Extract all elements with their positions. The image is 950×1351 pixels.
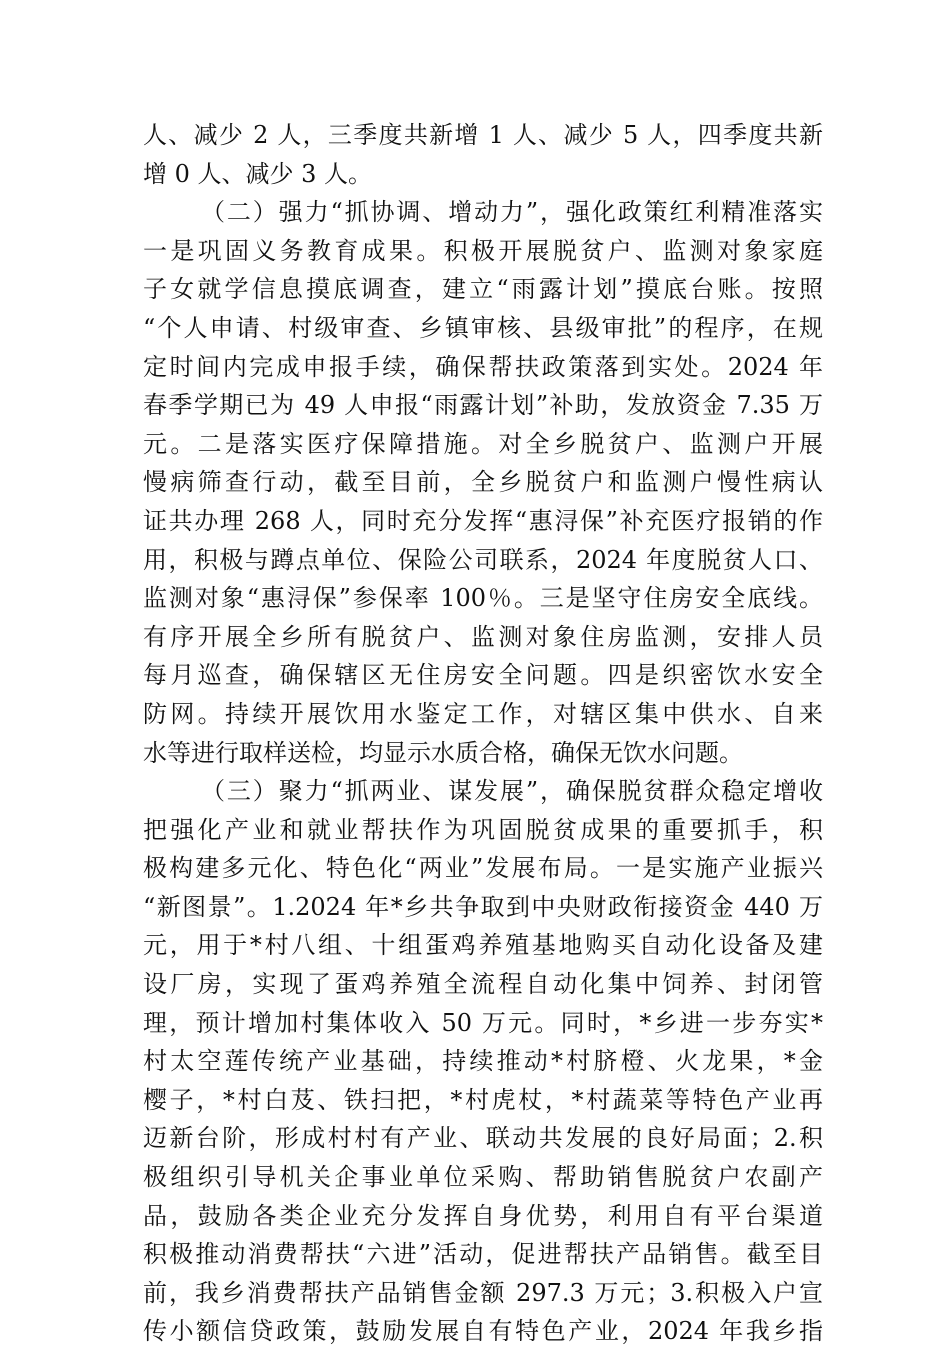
text-line: 品，鼓励各类企业充分发挥自身优势，利用自有平台渠道 — [143, 1201, 823, 1230]
text-line: 理，预计增加村集体收入 50 万元。同时，*乡进一步夯实* — [143, 1008, 823, 1037]
text-line: 子女就学信息摸底调查，建立“雨露计划”摸底台账。按照 — [143, 275, 823, 304]
text-line: 用，积极与蹲点单位、保险公司联系，2024 年度脱贫人口、 — [143, 545, 823, 574]
text-line: 樱子，*村白芨、铁扫把，*村虎杖，*村蔬菜等特色产业再 — [143, 1085, 823, 1114]
text-line: 每月巡查，确保辖区无住房安全问题。四是织密饮水安全 — [143, 661, 823, 690]
text-line: 前，我乡消费帮扶产品销售金额 297.3 万元；3.积极入户宣 — [143, 1278, 823, 1307]
document-body — [143, 116, 823, 1351]
text-line: “个人申请、村级审查、乡镇审核、县级审批”的程序，在规 — [143, 313, 823, 342]
text-line: 元，用于*村八组、十组蛋鸡养殖基地购买自动化设备及建 — [143, 931, 823, 960]
text-line: 增 0 人、减少 3 人。 — [143, 159, 373, 188]
text-line: 村太空莲传统产业基础，持续推动*村脐橙、火龙果，*金 — [143, 1047, 823, 1076]
text-line: 极组织引导机关企事业单位采购、帮助销售脱贫户农副产 — [143, 1163, 823, 1192]
text-line: 水等进行取样送检，均显示水质合格，确保无饮水问题。 — [143, 738, 743, 767]
section-heading: （三）聚力“抓两业、谋发展”，确保脱贫群众稳定增收 — [201, 777, 823, 806]
text-line: 把强化产业和就业帮扶作为巩固脱贫成果的重要抓手，积 — [143, 815, 823, 844]
text-line: 定时间内完成申报手续，确保帮扶政策落到实处。2024 年 — [143, 352, 823, 381]
text-line: 传小额信贷政策，鼓励发展自有特色产业，2024 年我乡指 — [143, 1317, 823, 1346]
text-line: “新图景”。1.2024 年*乡共争取到中央财政衔接资金 440 万 — [143, 892, 823, 921]
text-line: 慢病筛查行动，截至目前，全乡脱贫户和监测户慢性病认 — [143, 468, 823, 497]
text-line: 监测对象“惠浔保”参保率 100％。三是坚守住房安全底线。 — [143, 584, 823, 613]
text-line: 一是巩固义务教育成果。积极开展脱贫户、监测对象家庭 — [143, 236, 823, 265]
text-line: 防网。持续开展饮用水鉴定工作，对辖区集中供水、自来 — [143, 699, 823, 728]
text-line: 春季学期已为 49 人申报“雨露计划”补助，发放资金 7.35 万 — [143, 391, 823, 420]
text-line: 人、减少 2 人，三季度共新增 1 人、减少 5 人，四季度共新 — [143, 121, 823, 149]
text-line: 有序开展全乡所有脱贫户、监测对象住房监测，安排人员 — [143, 622, 823, 651]
section-heading: （二）强力“抓协调、增动力”，强化政策红利精准落实 — [201, 198, 823, 227]
text-line: 证共办理 268 人，同时充分发挥“惠浔保”补充医疗报销的作 — [143, 506, 823, 535]
text-line: 积极推动消费帮扶“六进”活动，促进帮扶产品销售。截至目 — [143, 1240, 823, 1269]
text-line: 设厂房，实现了蛋鸡养殖全流程自动化集中饲养、封闭管 — [143, 970, 823, 999]
text-line: 元。二是落实医疗保障措施。对全乡脱贫户、监测户开展 — [143, 429, 823, 458]
text-line: 极构建多元化、特色化“两业”发展布局。一是实施产业振兴 — [143, 854, 823, 883]
text-line: 迈新台阶，形成村村有产业、联动共发展的良好局面；2.积 — [143, 1124, 823, 1153]
